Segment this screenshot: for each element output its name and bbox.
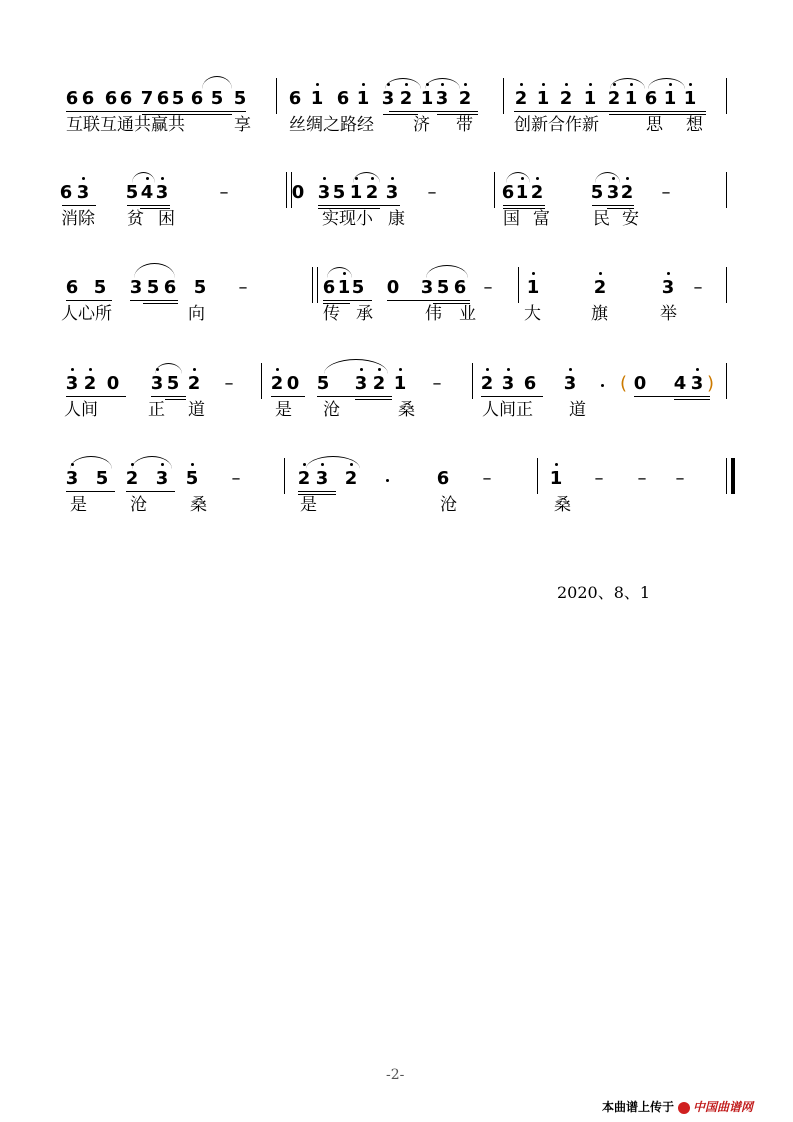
note: 3 [317,182,331,203]
lyric-text: 富 [533,209,550,229]
note: 0 [106,373,120,394]
note: 2 [559,88,573,109]
lyric-text: 是 [300,495,317,515]
lyric-text: 传 [323,304,340,324]
note: 1 [356,88,370,109]
lyric-text: 业 [459,304,476,324]
sustain-dash: – [238,277,248,298]
high-octave-dot [689,83,692,86]
duration-underline [66,396,126,397]
lyric-text: 向 [188,304,205,324]
high-octave-dot [89,368,92,371]
lyric-text: 桑 [554,495,571,515]
augmentation-dot [601,384,604,387]
note: 3 [315,468,329,489]
lyric-text: 丝绸之路经 [289,115,374,135]
note: 2 [593,277,607,298]
note: 3 [385,182,399,203]
score-row [0,468,793,558]
sustain-dash: – [224,373,234,394]
sustain-dash: – [693,277,703,298]
duration-underline [66,491,115,492]
barline [726,363,727,399]
parenthesis: ( [620,373,628,394]
note: 2 [365,182,379,203]
sustain-dash: – [427,182,437,203]
note: 1 [337,277,351,298]
note: 2 [514,88,528,109]
high-octave-dot [536,177,539,180]
lyric-text: 举 [660,304,677,324]
high-octave-dot [599,272,602,275]
high-octave-dot [464,83,467,86]
score-row [0,277,793,367]
high-octave-dot [520,83,523,86]
lyric-text: 正 [148,400,165,420]
high-octave-dot [555,463,558,466]
barline [261,363,262,399]
augmentation-dot [386,479,389,482]
lyric-text: 沧 [130,495,147,515]
sustain-dash: – [637,468,647,489]
note: 5 [590,182,604,203]
note: 1 [663,88,677,109]
duration-underline [151,396,186,397]
high-octave-dot [507,368,510,371]
note: 3 [65,373,79,394]
note: 3 [150,373,164,394]
lyric-text: 安 [622,209,639,229]
high-octave-dot [362,83,365,86]
note: 3 [65,468,79,489]
sustain-dash: – [675,468,685,489]
barline [494,172,495,208]
note: 1 [349,182,363,203]
note: 6 [65,88,79,109]
note: 6 [336,88,350,109]
high-octave-dot [399,368,402,371]
slur [648,78,685,89]
note: 3 [435,88,449,109]
high-octave-dot [565,83,568,86]
site-logo-icon [678,1102,690,1114]
note: 2 [530,182,544,203]
note: 2 [187,373,201,394]
note: 3 [155,182,169,203]
duration-underline [503,205,545,206]
note: 5 [146,277,160,298]
note: 3 [420,277,434,298]
note: 2 [125,468,139,489]
note: 5 [316,373,330,394]
note: 3 [381,88,395,109]
duration-underline [62,205,96,206]
lyric-text: 互联互通共赢共 [66,115,185,135]
duration-underline [298,491,336,492]
lyric-text: 消除 [61,209,95,229]
barline [726,267,727,303]
note: 5 [351,277,365,298]
note: 1 [310,88,324,109]
note: 6 [163,277,177,298]
high-octave-dot [161,177,164,180]
lyric-text: 想 [686,115,703,135]
note: 6 [288,88,302,109]
barline [284,458,285,494]
lyric-text: 创新合作新 [514,115,599,135]
score-row [0,88,793,178]
lyric-text: 道 [188,400,205,420]
sustain-dash: – [594,468,604,489]
note: 1 [683,88,697,109]
note: 0 [633,373,647,394]
lyric-text: 人心所 [61,304,112,324]
duration-underline [126,491,175,492]
slur [202,76,232,89]
note: 7 [140,88,154,109]
high-octave-dot [391,177,394,180]
note: 2 [607,88,621,109]
note: 2 [297,468,311,489]
note: 0 [286,373,300,394]
barline [317,267,318,303]
note: 5 [210,88,224,109]
note: 5 [185,468,199,489]
note: 6 [119,88,133,109]
note: 5 [332,182,346,203]
lyric-text: 民 [593,209,610,229]
note: 6 [501,182,515,203]
note: 6 [59,182,73,203]
duration-underline [271,396,305,397]
note: 2 [344,468,358,489]
note: 6 [322,277,336,298]
duration-underline [317,396,392,397]
duration-underline [66,111,246,112]
lyric-text: 大 [524,304,541,324]
high-octave-dot [569,368,572,371]
high-octave-dot [486,368,489,371]
slur [425,78,460,89]
lyric-text: 桑 [190,495,207,515]
note: 2 [270,373,284,394]
note: 3 [155,468,169,489]
note: 1 [515,182,529,203]
lyric-text: 沧 [323,400,340,420]
note: 5 [166,373,180,394]
note: 2 [83,373,97,394]
sustain-dash: – [231,468,241,489]
high-octave-dot [191,463,194,466]
footer-text: 本曲谱上传于 [602,1100,675,1114]
barline [726,78,727,114]
duration-underline [592,205,634,206]
note: 1 [393,373,407,394]
note: 5 [233,88,247,109]
duration-underline [130,300,178,301]
duration-underline [514,111,706,112]
note: 5 [436,277,450,298]
barline [472,363,473,399]
note: 1 [624,88,638,109]
note: 4 [140,182,154,203]
note: 6 [436,468,450,489]
note: 3 [563,373,577,394]
sustain-dash: – [432,373,442,394]
note: 2 [620,182,634,203]
duration-underline [165,399,186,400]
barline [726,458,727,494]
note: 3 [76,182,90,203]
sustain-dash: – [661,182,671,203]
high-octave-dot [696,368,699,371]
note: 3 [661,277,675,298]
barline [291,172,292,208]
lyric-text: 人间 [64,400,98,420]
note: 6 [156,88,170,109]
note: 1 [549,468,563,489]
lyric-text: 国 [503,209,520,229]
high-octave-dot [532,272,535,275]
lyric-text: 是 [275,400,292,420]
lyric-text: 实现小 [322,209,373,229]
lyric-text: 思 [646,115,663,135]
high-octave-dot [323,177,326,180]
duration-underline [674,399,710,400]
sustain-dash: – [483,277,493,298]
high-octave-dot [193,368,196,371]
lyric-text: 享 [234,115,251,135]
high-octave-dot [542,83,545,86]
note: 5 [171,88,185,109]
barline [286,172,287,208]
final-barline [731,458,735,494]
note: 0 [386,277,400,298]
high-octave-dot [276,368,279,371]
parenthesis: ) [707,373,715,394]
lyric-text: 桑 [398,400,415,420]
high-octave-dot [82,177,85,180]
note: 5 [125,182,139,203]
duration-underline [355,399,392,400]
lyric-text: 是 [70,495,87,515]
lyric-text: 道 [569,400,586,420]
note: 3 [129,277,143,298]
duration-underline [127,205,170,206]
duration-underline [66,300,112,301]
note: 2 [372,373,386,394]
lyric-text: 济 [413,115,430,135]
lyric-text: 贫 [127,209,144,229]
barline [537,458,538,494]
barline [503,78,504,114]
lyric-text: 旗 [591,304,608,324]
high-octave-dot [589,83,592,86]
high-octave-dot [71,368,74,371]
high-octave-dot [316,83,319,86]
sustain-dash: – [482,468,492,489]
note: 5 [93,277,107,298]
note: 2 [458,88,472,109]
note: 6 [190,88,204,109]
note: 6 [65,277,79,298]
barline [518,267,519,303]
note: 6 [104,88,118,109]
note: 2 [399,88,413,109]
duration-underline [323,300,372,301]
duration-underline [481,396,543,397]
composition-date: 2020、8、1 [557,583,651,602]
barline [726,172,727,208]
note: 1 [420,88,434,109]
lyric-text: 人间正 [482,400,533,420]
barline [312,267,313,303]
barline [276,78,277,114]
score-row [0,373,793,463]
lyric-text: 沧 [440,495,457,515]
note: 1 [583,88,597,109]
lyric-text: 困 [158,209,175,229]
note: 4 [673,373,687,394]
note: 1 [536,88,550,109]
duration-underline [318,205,400,206]
note: 3 [606,182,620,203]
lyric-text: 伟 [425,304,442,324]
note: 1 [526,277,540,298]
slur [385,78,421,89]
footer-credit [602,1098,753,1115]
high-octave-dot [667,272,670,275]
note: 3 [690,373,704,394]
lyric-text: 康 [388,209,405,229]
slur [610,78,645,89]
note: 2 [480,373,494,394]
note: 6 [81,88,95,109]
note: 6 [644,88,658,109]
score-row [0,182,793,272]
duration-underline [634,396,710,397]
lyric-text: 带 [456,115,473,135]
note: 5 [193,277,207,298]
note: 6 [523,373,537,394]
page-number: -2- [386,1067,405,1083]
note: 0 [291,182,305,203]
duration-underline [389,111,478,112]
duration-underline [387,300,470,301]
note: 6 [453,277,467,298]
note: 5 [95,468,109,489]
lyric-text: 承 [356,304,373,324]
high-octave-dot [626,177,629,180]
site-logo-text: 中国曲谱网 [693,1100,754,1114]
duration-underline [143,303,178,304]
note: 3 [354,373,368,394]
note: 3 [501,373,515,394]
sustain-dash: – [219,182,229,203]
